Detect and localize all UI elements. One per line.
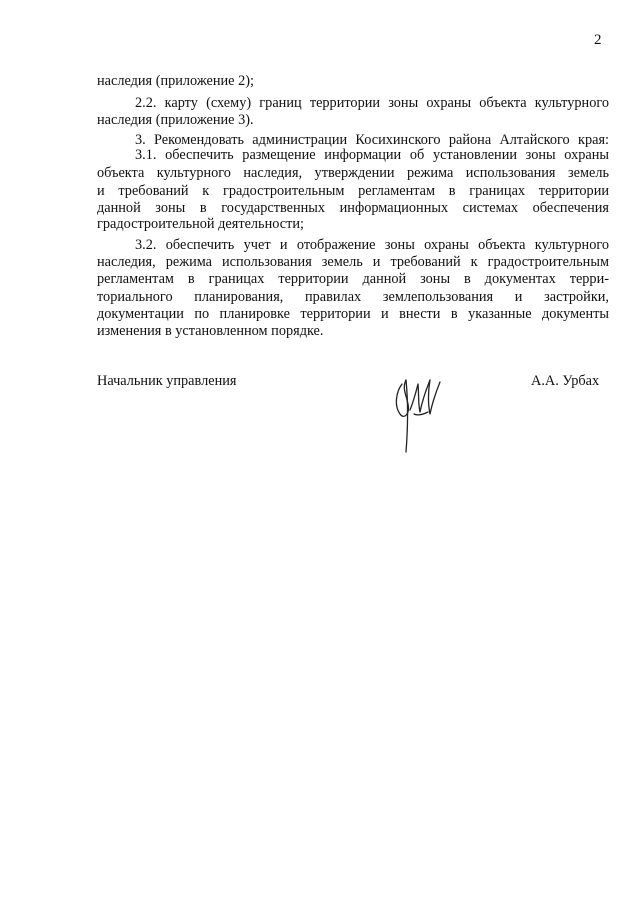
signatory-name: А.А. Урбах (531, 373, 600, 389)
body-line: ториального планирования, правилах землепользования и застройки, (97, 289, 609, 305)
body-line: наследия (приложение 2); (97, 73, 254, 89)
body-line: 3. Рекомендовать администрации Косихинского района Алтайского края: (135, 132, 609, 148)
body-line: 2.2. карту (схему) границ территории зоны охраны объекта культурного (135, 95, 609, 111)
body-line: документации по планировке территории и внести в указанные документы (97, 306, 609, 322)
body-line: 3.2. обеспечить учет и отображение зоны охраны объекта культурного (135, 237, 609, 253)
body-line: градостроительной деятельности; (97, 216, 304, 232)
body-line: данной зоны в государственных информационных системах обеспечения (97, 200, 609, 216)
body-line: изменения в установленном порядке. (97, 323, 324, 339)
handwritten-signature (388, 370, 444, 456)
signatory-position: Начальник управления (97, 373, 237, 389)
body-line: и требований к градостроительным регламентам в границах территории (97, 183, 609, 199)
body-line: наследия, режима использования земель и требований к градостроительным (97, 254, 609, 270)
body-line: наследия (приложение 3). (97, 112, 254, 128)
body-line: регламентам в границах территории данной зоны в документах терри- (97, 271, 609, 287)
body-line: 3.1. обеспечить размещение информации об установлении зоны охраны (135, 147, 609, 163)
page-number: 2 (594, 32, 602, 48)
body-line: объекта культурного наследия, утверждении режима использования земель (97, 165, 609, 181)
